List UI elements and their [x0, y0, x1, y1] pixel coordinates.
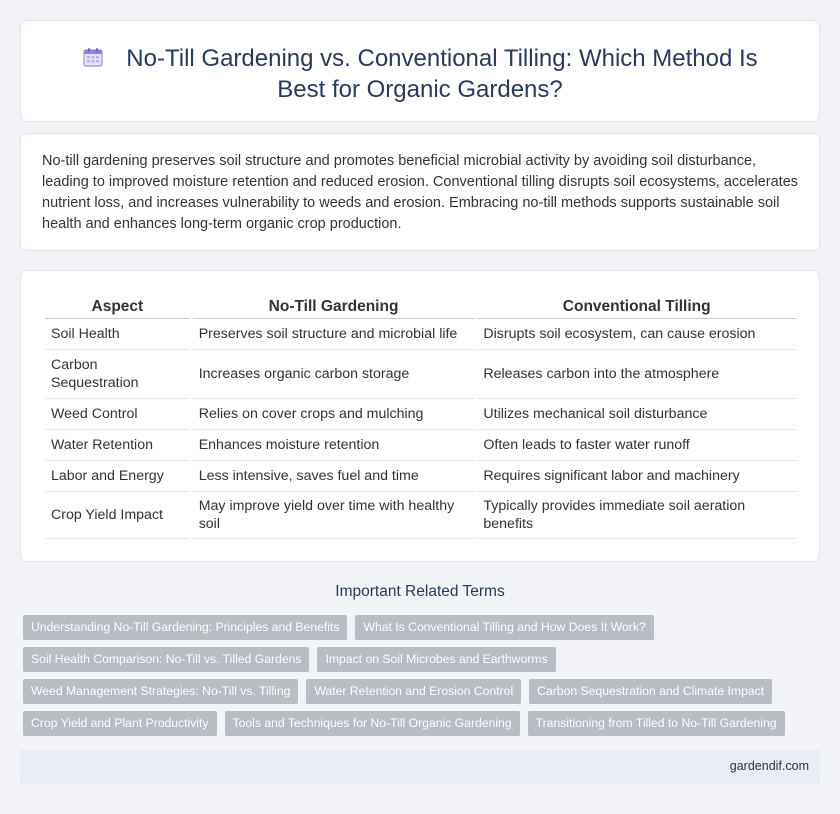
comparison-table-card: [20, 270, 820, 562]
table-cell: Weed Control: [45, 399, 190, 430]
table-cell: Relies on cover crops and mulching: [193, 399, 475, 430]
table-cell: Releases carbon into the atmosphere: [477, 350, 796, 399]
table-cell: Less intensive, saves fuel and time: [193, 461, 475, 492]
related-term-link[interactable]: Carbon Sequestration and Climate Impact: [529, 679, 772, 704]
page-title-wrap: [21, 43, 819, 105]
related-term-link[interactable]: Weed Management Strategies: No-Till vs. Tilling: [23, 679, 298, 704]
summary-text: No-till gardening preserves soil structure and promotes beneficial microbial activity by avoiding soil disturbance, leading to improved moisture retention and reduced erosion. Conventional tilling disrupts soil ecosystems, accelerates nutrient loss, and increases vulnerability to weeds and erosion. Embracing no-till methods supports sustainable soil health and enhances long-term organic crop production.: [42, 153, 799, 232]
tag-row: [23, 647, 803, 672]
table-row: [45, 399, 796, 430]
related-term-link[interactable]: Water Retention and Erosion Control: [306, 679, 521, 704]
table-cell: Crop Yield Impact: [45, 492, 190, 539]
table-cell: Preserves soil structure and microbial life: [193, 319, 475, 350]
table-header-row: [45, 294, 796, 319]
header-no-till: No-Till Gardening: [193, 294, 475, 319]
table-cell: Utilizes mechanical soil disturbance: [477, 399, 796, 430]
summary-card: [20, 133, 820, 251]
table-cell: Water Retention: [45, 430, 190, 461]
table-row: [45, 430, 796, 461]
related-term-link[interactable]: Impact on Soil Microbes and Earthworms: [317, 647, 555, 672]
table-cell: Disrupts soil ecosystem, can cause erosion: [477, 319, 796, 350]
related-terms-heading: Important Related Terms: [335, 583, 505, 600]
related-term-link[interactable]: Transitioning from Tilled to No-Till Gardening: [528, 711, 785, 736]
table-cell: Enhances moisture retention: [193, 430, 475, 461]
table-cell: May improve yield over time with healthy soil: [193, 492, 475, 539]
footer-site-name[interactable]: gardendif.com: [729, 759, 809, 773]
comparison-table: [42, 294, 799, 539]
tag-row: [23, 679, 803, 704]
table-cell: Increases organic carbon storage: [193, 350, 475, 399]
table-cell: Labor and Energy: [45, 461, 190, 492]
table-cell: Typically provides immediate soil aeration benefits: [477, 492, 796, 539]
table-row: [45, 461, 796, 492]
related-term-link[interactable]: Crop Yield and Plant Productivity: [23, 711, 217, 736]
related-term-link[interactable]: Tools and Techniques for No-Till Organic Gardening: [225, 711, 520, 736]
table-cell: Soil Health: [45, 319, 190, 350]
table-cell: Often leads to faster water runoff: [477, 430, 796, 461]
related-term-link[interactable]: Understanding No-Till Gardening: Principles and Benefits: [23, 615, 347, 640]
table-row: [45, 319, 796, 350]
related-term-link[interactable]: What Is Conventional Tilling and How Does It Work?: [355, 615, 653, 640]
tag-row: [23, 711, 803, 736]
header-conventional: Conventional Tilling: [477, 294, 796, 319]
table-cell: Carbon Sequestration: [45, 350, 190, 399]
tag-row: [23, 615, 803, 640]
footer-bar: [20, 750, 820, 784]
header-aspect: Aspect: [45, 294, 190, 319]
table-row: [45, 492, 796, 539]
title-card: [20, 20, 820, 122]
calendar-icon: [82, 46, 104, 68]
related-term-link[interactable]: Soil Health Comparison: No-Till vs. Tilled Gardens: [23, 647, 309, 672]
page-title: No-Till Gardening vs. Conventional Tilling: Which Method Is Best for Organic Gardens?: [126, 45, 758, 103]
table-cell: Requires significant labor and machinery: [477, 461, 796, 492]
table-row: [45, 350, 796, 399]
related-terms-list: [23, 615, 803, 743]
